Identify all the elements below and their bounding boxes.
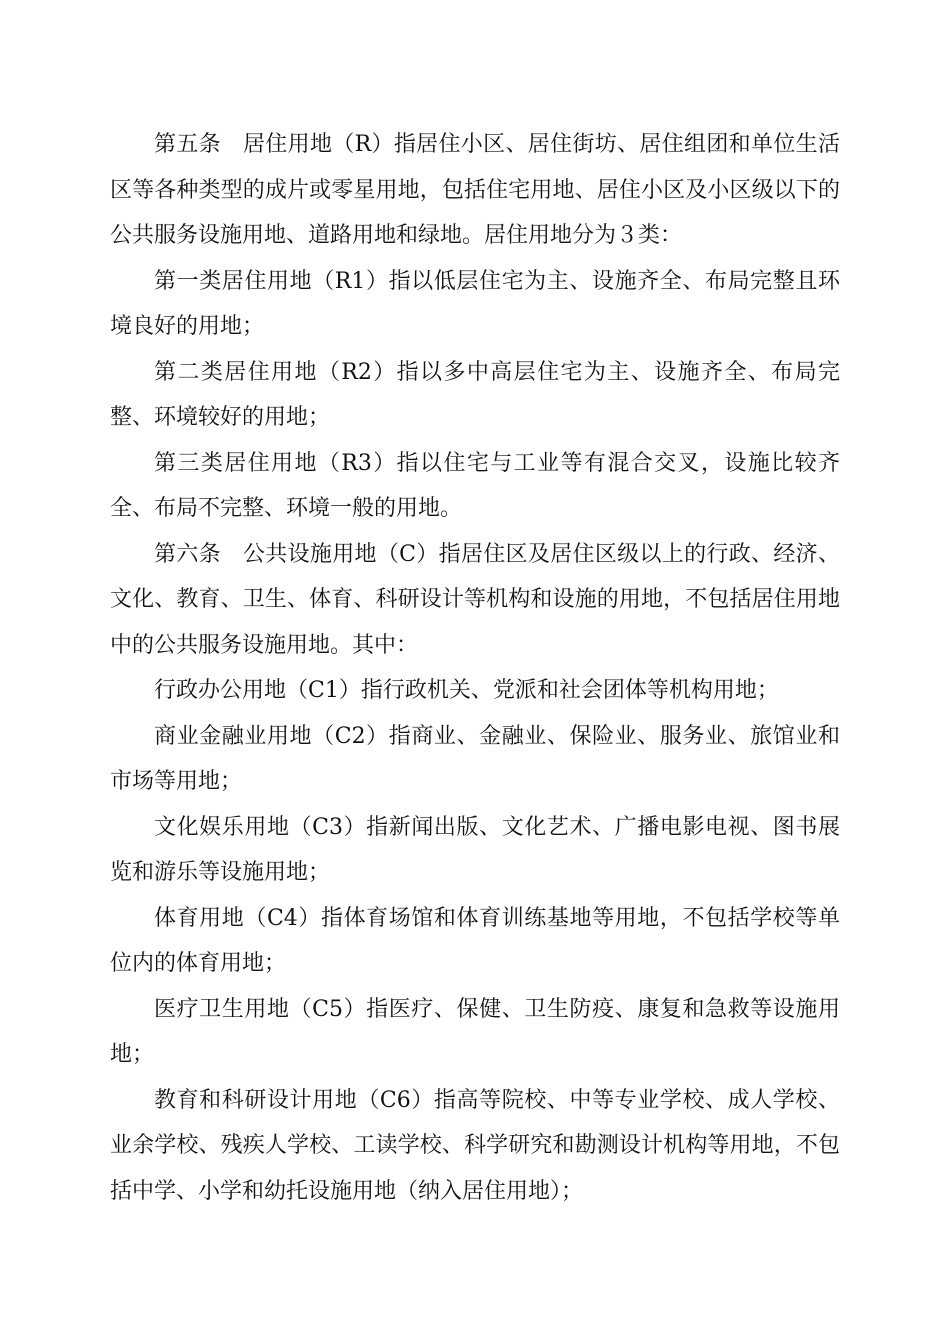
clause-paragraph: 医疗卫生用地（C5）指医疗、保健、卫生防疫、康复和急救等设施用地； — [110, 996, 840, 1067]
article-text: 公共设施用地（C）指居住区及居住区级以上的行政、经济、文化、教育、卫生、体育、科研设计等机构和设施的用地，不包括居住用地中的公共服务设施用地。其中： — [110, 541, 840, 658]
clause-paragraph: 第一类居住用地（R1）指以低层住宅为主、设施齐全、布局完整且环境良好的用地； — [110, 268, 840, 339]
article-number: 第五条 — [154, 132, 221, 157]
article-text: 居住用地（R）指居住小区、居住街坊、居住组团和单位生活区等各种类型的成片或零星用地，包括住宅用地、居住小区及小区级以下的公共服务设施用地、道路用地和绿地。居住用地分为３类： — [110, 132, 840, 248]
clause-paragraph: 商业金融业用地（C2）指商业、金融业、保险业、服务业、旅馆业和市场等用地； — [110, 723, 840, 794]
clause-paragraph: 体育用地（C4）指体育场馆和体育训练基地等用地，不包括学校等单位内的体育用地； — [110, 905, 840, 976]
article-paragraph — [110, 532, 840, 669]
document-body — [110, 122, 840, 1214]
article-number: 第六条 — [154, 541, 221, 567]
clause-paragraph: 教育和科研设计用地（C6）指高等院校、中等专业学校、成人学校、业余学校、残疾人学校、工读学校、科学研究和勘测设计机构等用地，不包括中学、小学和幼托设施用地（纳入居住用地）； — [110, 1087, 840, 1204]
clause-paragraph: 第二类居住用地（R2）指以多中高层住宅为主、设施齐全、布局完整、环境较好的用地； — [110, 359, 840, 430]
clause-paragraph: 行政办公用地（C1）指行政机关、党派和社会团体等机构用地； — [154, 678, 779, 703]
article-paragraph — [110, 122, 840, 259]
clause-paragraph: 文化娱乐用地（C3）指新闻出版、文化艺术、广播电影电视、图书展览和游乐等设施用地； — [110, 814, 840, 885]
clause-paragraph: 第三类居住用地（R3）指以住宅与工业等有混合交叉，设施比较齐全、布局不完整、环境一般的用地。 — [110, 450, 840, 521]
